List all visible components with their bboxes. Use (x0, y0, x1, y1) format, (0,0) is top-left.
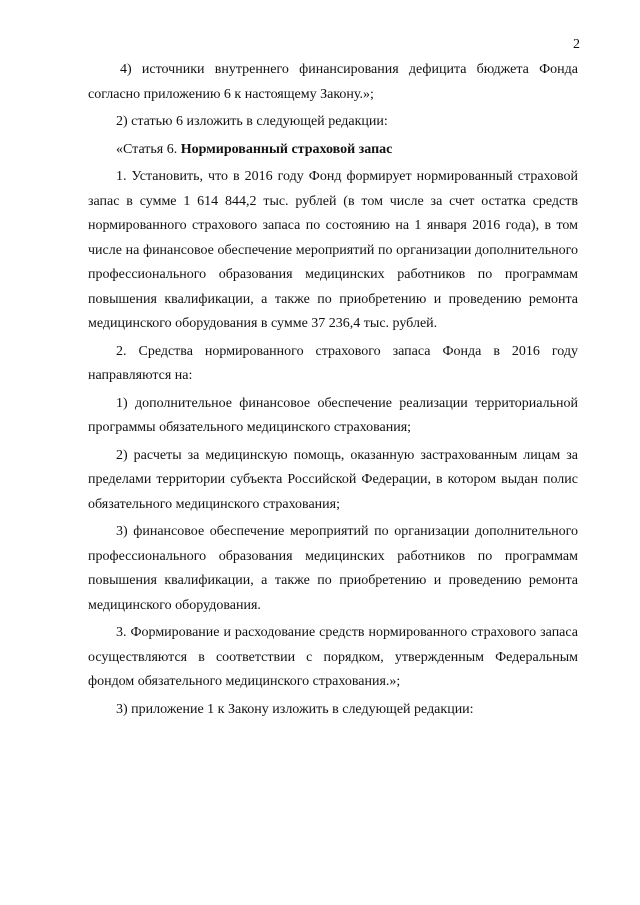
article-6-prefix: «Статья 6. (116, 141, 181, 157)
paragraph-article-6-amendment: 2) статью 6 изложить в следующей редакции: (116, 114, 388, 129)
paragraph-direction-1: 1) дополнительное финансовое обеспечение реализации территориальной программы обязательного медицинского страхования; (88, 395, 578, 435)
article-6-title: Нормированный страховой запас (180, 141, 393, 157)
paragraph-reserve-procedure: 3. Формирование и расходование средств нормированного страхового запаса осуществляются в соответствии с порядком, утвержденным Федеральным фондом обязательного медицинского страхования.»; (88, 625, 578, 689)
paragraph-reserve-directions: 2. Средства нормированного страхового запаса Фонда в 2016 году направляются на: (88, 343, 578, 383)
document-body (88, 58, 578, 722)
paragraph-reserve-formation-2016: 1. Установить, что в 2016 году Фонд формирует нормированный страховой запас в сумме 1 614 844,2 тыс. рублей (в том числе за счет остатка средств нормированного страхового запаса по состоянию на 1 января 2016 года), в том числе на финансовое обеспечение мероприятий по организации дополнительного профессионального образования медицинских работников по программам повышения квалификации, а также по приобретению и проведению ремонта медицинского оборудования в сумме 37 236,4 тыс. рублей. (88, 169, 578, 331)
page-number: 2 (573, 37, 580, 52)
paragraph-direction-2: 2) расчеты за медицинскую помощь, оказанную застрахованным лицам за пределами территории субъекта Российской Федерации, в котором выдан полис обязательного медицинского страхования; (88, 447, 578, 512)
article-6-heading (88, 138, 578, 163)
paragraph-direction-3: 3) финансовое обеспечение мероприятий по организации дополнительного профессионального образования медицинских работников по программам повышения квалификации, а также по приобретению и проведению ремонта медицинского оборудования. (88, 524, 578, 613)
paragraph-budget-deficit-sources: 4) источники внутреннего финансирования дефицита бюджета Фонда согласно приложению 6 к настоящему Закону.»; (88, 62, 578, 102)
paragraph-appendix-1-amendment: 3) приложение 1 к Закону изложить в следующей редакции: (116, 701, 474, 717)
